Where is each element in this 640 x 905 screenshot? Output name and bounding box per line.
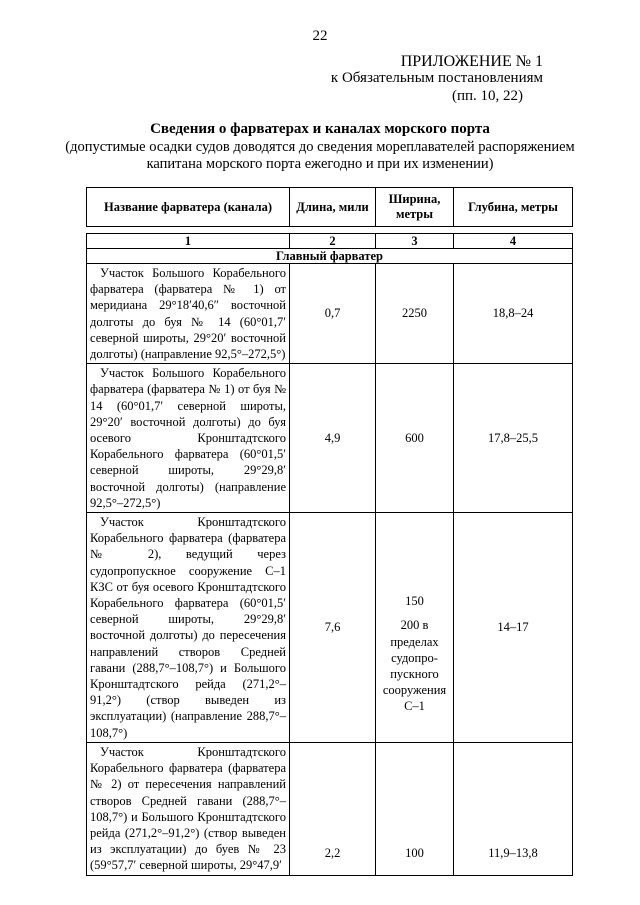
page-number: 22 — [312, 28, 328, 44]
column-number: 1 — [87, 234, 290, 249]
appendix-title: ПРИЛОЖЕНИЕ № 1 — [400, 53, 543, 70]
appendix-paragraphs: (пп. 10, 22) — [451, 88, 523, 104]
fairway-width: 100 — [376, 742, 454, 875]
fairway-width: 2250 — [376, 264, 454, 364]
table-row — [87, 264, 573, 364]
fairway-depth: 17,8–25,5 — [454, 364, 573, 513]
fairway-depth: 14–17 — [454, 513, 573, 743]
table-row — [87, 364, 573, 513]
fairway-length: 0,7 — [290, 264, 376, 364]
section-row — [87, 249, 573, 264]
fairway-depth: 18,8–24 — [454, 264, 573, 364]
fairway-name: Участок Кронштадтского Корабельного фарватера (фарватера № 2) от пересечения направлений створов Средней гавани (288,7°–108,7°) и Большого Кронштадтского рейда (271,2°–91,2°) (створ выведен из эксплуатации) до буев № 23 (59°57,7′ северной широты, 29°47,9′ — [87, 742, 290, 875]
fairway-width-note: 200 в пределах судопро-пускного сооружения С–1 — [382, 618, 447, 714]
header-table — [86, 187, 573, 227]
fairway-length: 4,9 — [290, 364, 376, 513]
fairway-name: Участок Большого Корабельного фарватера (фарватера № 1) от буя № 14 (60°01,7′ северной широты, 29°20′ восточной долготы) до буя осевого Кронштадтского Корабельного фарватера (60°01,5′ северной широты, 29°29,8′ восточной долготы) (направление 92,5°–272,5°) — [87, 364, 290, 513]
section-title: Главный фарватер — [87, 249, 573, 264]
document-subtitle: (допустимые осадки судов доводятся до сведения мореплавателей распоряжением капитана морского порта ежегодно и при их изменении) — [65, 139, 575, 172]
fairway-name: Участок Кронштадтского Корабельного фарватера (фарватера № 2), ведущий через судопропускное сооружение С–1 КЗС от буя осевого Кронштадтского Корабельного фарватера (60°01,5′ северной широты, 29°29,8′ восточной долготы) до пересечения направлений створов Средней гавани (288,7°–108,7°) и Большого Кронштадтского рейда (271,2°–91,2°) (створ выведен из эксплуатации) (направление 288,7°–108,7°) — [87, 513, 290, 743]
table-row — [87, 742, 573, 875]
column-number: 3 — [376, 234, 454, 249]
fairway-length: 7,6 — [290, 513, 376, 743]
header-width: Ширина, метры — [376, 188, 454, 227]
fairway-width-value: 150 — [405, 594, 424, 609]
fairway-width — [376, 513, 454, 743]
column-number: 2 — [290, 234, 376, 249]
header-name: Название фарватера (канала) — [87, 188, 290, 227]
fairway-length: 2,2 — [290, 742, 376, 875]
appendix-reference: к Обязательным постановлениям — [330, 70, 543, 86]
column-numbers-row — [87, 234, 573, 249]
fairway-depth: 11,9–13,8 — [454, 742, 573, 875]
fairway-name: Участок Большого Корабельного фарватера (фарватера № 1) от меридиана 29°18′40,6″ восточной долготы до буя № 14 (60°01,7′ северной широты, 29°20′ восточной долготы) (направление 92,5°–272,5°) — [87, 264, 290, 364]
fairway-table — [86, 233, 573, 876]
header-depth: Глубина, метры — [454, 188, 573, 227]
table-row — [87, 513, 573, 743]
column-number: 4 — [454, 234, 573, 249]
header-length: Длина, мили — [290, 188, 376, 227]
fairway-width: 600 — [376, 364, 454, 513]
document-title: Сведения о фарватерах и каналах морского порта — [150, 121, 490, 137]
